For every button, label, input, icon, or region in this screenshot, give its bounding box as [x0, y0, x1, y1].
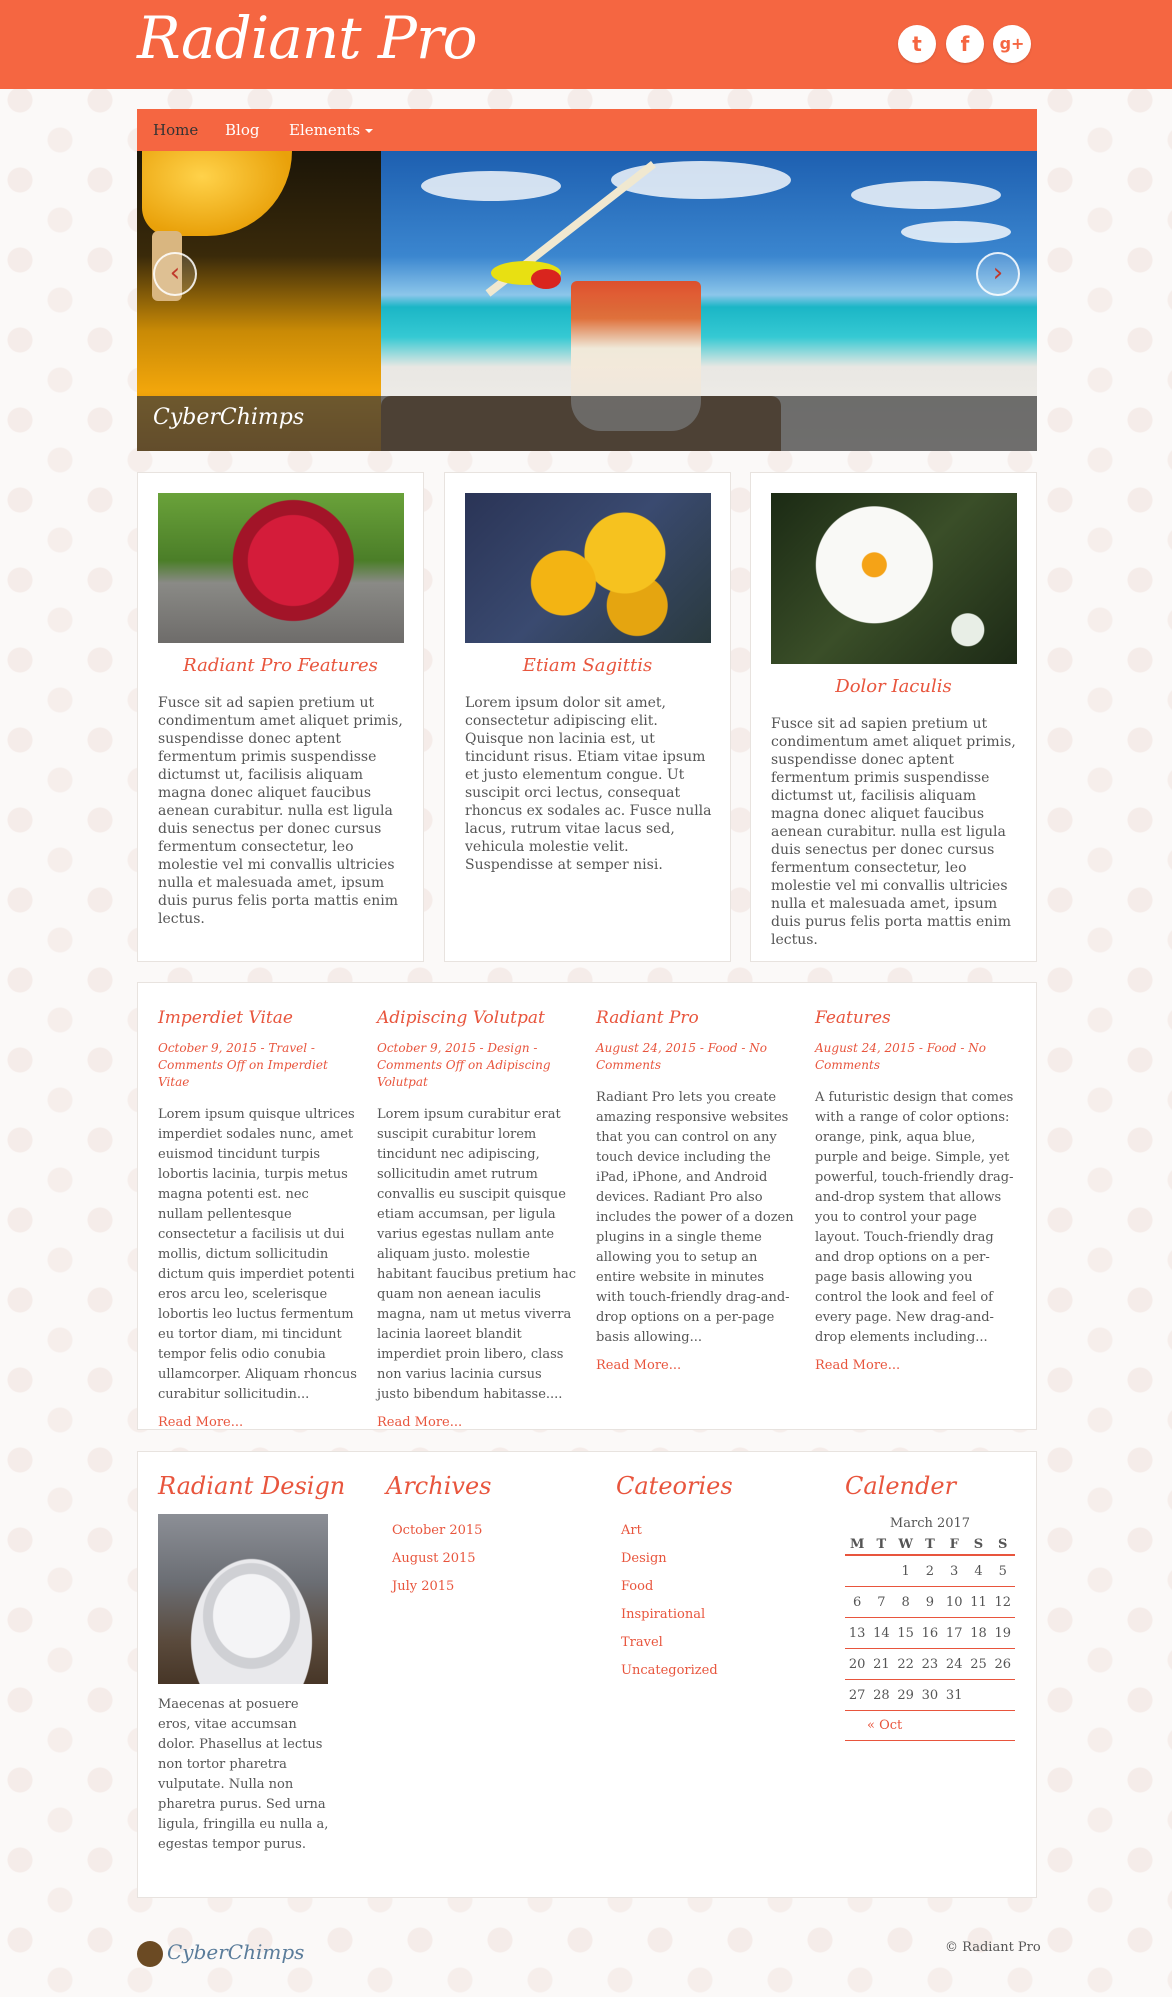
calendar-week-row: [845, 1587, 1015, 1618]
archive-link[interactable]: August 2015: [392, 1551, 476, 1566]
weekday-label: M: [849, 1536, 865, 1552]
post-meta[interactable]: August 24, 2015 - Food - No Comments: [815, 1041, 986, 1072]
archives-list: [392, 1517, 482, 1601]
chevron-down-icon: [365, 129, 373, 133]
calendar-day: 17: [945, 1625, 963, 1641]
calendar-day: 14: [873, 1625, 890, 1641]
nav-item-elements-label: Elements: [289, 121, 361, 139]
calendar-week-row: [845, 1649, 1015, 1680]
post-item: [377, 1008, 577, 1430]
calendar-day: 26: [994, 1656, 1011, 1672]
footer-logo[interactable]: [137, 1940, 304, 1967]
read-more-link[interactable]: Read More...: [158, 1415, 244, 1430]
calendar-weekday-row: [845, 1534, 1015, 1556]
category-link[interactable]: Inspirational: [621, 1607, 706, 1622]
post-title[interactable]: Adipiscing Volutpat: [377, 1008, 545, 1028]
facebook-icon[interactable]: f: [946, 25, 984, 63]
widget-title-design: Radiant Design: [158, 1472, 346, 1500]
calendar-day: 25: [970, 1656, 987, 1672]
google-plus-icon[interactable]: g+: [993, 25, 1031, 63]
calendar-day: 28: [873, 1687, 890, 1703]
nav-item-elements[interactable]: [289, 109, 373, 152]
calendar-day: 16: [921, 1625, 939, 1641]
calendar-day: 3: [950, 1563, 959, 1579]
widget-title-archives: Archives: [386, 1472, 492, 1500]
slider-next-button[interactable]: [976, 252, 1020, 296]
calendar-day: 2: [925, 1563, 935, 1579]
post-meta[interactable]: August 24, 2015 - Food - No Comments: [596, 1041, 767, 1072]
image-slider[interactable]: [137, 151, 1037, 451]
read-more-link[interactable]: Read More...: [596, 1358, 682, 1373]
footer-copyright: © Radiant Pro: [945, 1940, 1041, 1955]
calendar-day: 10: [945, 1594, 963, 1610]
monkey-icon: [137, 1941, 163, 1967]
calendar-day: 8: [901, 1594, 910, 1610]
footer-logo-text: CyberChimps: [167, 1940, 305, 1964]
feature-title[interactable]: Radiant Pro Features: [183, 655, 378, 676]
category-link[interactable]: Art: [621, 1523, 642, 1538]
feature-card: [444, 472, 731, 962]
slider-caption: CyberChimps: [153, 405, 305, 430]
read-more-link[interactable]: Read More...: [815, 1358, 901, 1373]
feature-text: Fusce sit ad sapien pretium ut condimentum amet aliquet primis, suspendisse donec aptent fermentum primis suspendisse dictumst ut, facilisis aliquam magna donec aliquet faucibus aenean curabitur. nulla est ligula duis senectus per donec cursus fermentum consectetur, leo molestie vel mi convallis ultricies nulla et malesuada amet, ipsum duis purus felis porta mattis enim lectus.: [158, 695, 403, 927]
calendar-day: 21: [873, 1656, 890, 1672]
slider-caption-bar: [137, 396, 1037, 451]
category-link[interactable]: Uncategorized: [621, 1663, 718, 1678]
widget-title-categories: Cateories: [616, 1472, 733, 1500]
coffee-cup-image: [158, 1514, 328, 1684]
category-link[interactable]: Food: [621, 1579, 654, 1594]
post-excerpt: Lorem ipsum quisque ultrices imperdiet sodales nunc, amet euismod tincidunt turpis lobortis lacinia, turpis metus magna potenti est. nec nullam pellentesque consectetur a facilisis ut dui mollis, dictum sollicitudin dictum quis imperdiet potenti eros arcu leo, scelerisque lobortis leo luctus fermentum eu tortor diam, mi tincidunt tempor felis odio conubia ullamcorper. Aliquam rhoncus curabitur sollicitudin...: [158, 1107, 357, 1402]
feature-card: [137, 472, 424, 962]
feature-text: Fusce sit ad sapien pretium ut condimentum amet aliquet primis, suspendisse donec aptent fermentum primis suspendisse dictumst ut, facilisis aliquam magna donec aliquet faucibus aenean curabitur. nulla est ligula duis senectus per donec cursus fermentum consectetur, leo molestie vel mi convallis ultricies nulla et malesuada amet, ipsum duis purus felis porta mattis enim lectus.: [771, 716, 1016, 948]
nav-item-blog[interactable]: Blog: [225, 121, 260, 139]
calendar-day: 30: [921, 1687, 939, 1703]
weekday-label: S: [998, 1536, 1008, 1552]
post-item: [596, 1008, 796, 1373]
widget-title-calendar: Calender: [845, 1472, 957, 1500]
post-title[interactable]: Features: [815, 1008, 891, 1028]
calendar-day: 5: [998, 1563, 1007, 1579]
post-title[interactable]: Imperdiet Vitae: [158, 1008, 293, 1028]
category-link[interactable]: Design: [621, 1551, 667, 1566]
slider-prev-button[interactable]: [153, 252, 197, 296]
calendar-widget: [845, 1514, 1015, 1741]
post-excerpt: Radiant Pro lets you create amazing responsive websites that you can control on any touch device including the iPad, iPhone, and Android devices. Radiant Pro also includes the power of a dozen plugins in a single theme allowing you to setup an entire website in minutes with touch-friendly drag-and-drop options on a per-page basis allowing...: [596, 1090, 794, 1345]
main-nav: [137, 109, 1037, 152]
archive-link[interactable]: October 2015: [392, 1523, 483, 1538]
post-item: [815, 1008, 1015, 1373]
calendar-day: 27: [848, 1687, 866, 1703]
post-meta[interactable]: October 9, 2015 - Design - Comments Off on Adipiscing Volutpat: [377, 1041, 551, 1089]
calendar-week-row: [845, 1556, 1015, 1587]
post-title[interactable]: Radiant Pro: [596, 1008, 699, 1028]
feature-card: [750, 472, 1037, 962]
widget-text-design: Maecenas at posuere eros, vitae accumsan dolor. Phasellus at lectus non tortor pharetra vulputate. Nulla non pharetra purus. Sed urna ligula, fringilla eu nulla a, egestas tempor purus.: [158, 1697, 329, 1852]
calendar-week-row: [845, 1680, 1015, 1711]
calendar-day: 12: [994, 1594, 1011, 1610]
post-meta[interactable]: October 9, 2015 - Travel - Comments Off on Imperdiet Vitae: [158, 1041, 328, 1089]
calendar-day: 4: [974, 1563, 983, 1579]
feature-title[interactable]: Dolor Iaculis: [835, 676, 952, 697]
twitter-icon[interactable]: t: [898, 25, 936, 63]
weekday-label: T: [876, 1536, 887, 1552]
raspberries-image: [158, 493, 404, 643]
calendar-day: 19: [994, 1625, 1011, 1641]
calendar-weeks: [845, 1556, 1015, 1711]
calendar-day: 18: [970, 1625, 987, 1641]
categories-list: [621, 1517, 718, 1685]
weekday-label: W: [898, 1536, 913, 1552]
archive-link[interactable]: July 2015: [392, 1579, 455, 1594]
calendar-day: 1: [901, 1563, 910, 1579]
chevron-right-icon: ›: [992, 258, 1004, 288]
calendar-day: 20: [848, 1656, 866, 1672]
calendar-day: 9: [925, 1594, 935, 1610]
post-item: [158, 1008, 358, 1430]
recent-posts: [137, 982, 1037, 1430]
calendar-day: 13: [848, 1625, 866, 1641]
yellow-flowers-image: [465, 493, 711, 643]
category-link[interactable]: Travel: [621, 1635, 663, 1650]
chevron-left-icon: ‹: [169, 258, 181, 288]
weekday-label: S: [973, 1536, 984, 1552]
post-excerpt: A futuristic design that comes with a range of color options: orange, pink, aqua blue, purple and beige. Simple, yet powerful, touch-friendly drag-and-drop system that allows you to control your page layout. Touch-friendly drag and drop options on a per-page basis allowing you control the look and feel of every page. New drag-and-drop elements including...: [815, 1090, 1014, 1345]
calendar-prev-link[interactable]: « Oct: [845, 1711, 1015, 1741]
footer-widgets: [137, 1451, 1037, 1898]
feature-title[interactable]: Etiam Sagittis: [522, 655, 653, 676]
calendar-day: 23: [921, 1656, 939, 1672]
site-logo[interactable]: Radiant Pro: [137, 4, 477, 72]
site-header: [0, 0, 1172, 89]
weekday-label: T: [925, 1536, 935, 1552]
calendar-day: 6: [852, 1594, 862, 1610]
feature-text: Lorem ipsum dolor sit amet, consectetur adipiscing elit. Quisque non lacinia est, ut tincidunt risus. Etiam vitae ipsum et justo elementum congue. Ut suscipit orci lectus, consequat rhoncus ex sodales ac. Fusce nulla lacus, rutrum vitae lacus sed, vehicula molestie velit. Suspendisse at semper nisi.: [465, 695, 712, 873]
calendar-day: 11: [970, 1594, 987, 1610]
calendar-day: 29: [897, 1687, 914, 1703]
calendar-week-row: [845, 1618, 1015, 1649]
white-flower-image: [771, 493, 1017, 664]
post-excerpt: Lorem ipsum curabitur erat suscipit curabitur lorem tincidunt nec adipiscing, sollicitudin amet rutrum convallis eu suscipit quisque etiam accumsan, per ligula varius egestas nullam ante aliquam justo. molestie habitant faucibus pretium hac quam non aenean iaculis magna, nam ut metus viverra lacinia laoreet blandit imperdiet proin libero, class non varius lacinia cursus justo bibendum habitasse....: [377, 1107, 577, 1402]
calendar-day: 22: [897, 1656, 914, 1672]
calendar-day: 15: [897, 1625, 914, 1641]
calendar-month: March 2017: [889, 1516, 971, 1531]
nav-item-home[interactable]: Home: [153, 121, 199, 139]
calendar-day: 24: [945, 1656, 963, 1672]
weekday-label: F: [949, 1536, 959, 1552]
calendar-day: 31: [945, 1687, 963, 1703]
calendar-day: 7: [877, 1594, 886, 1610]
read-more-link[interactable]: Read More...: [377, 1415, 463, 1430]
